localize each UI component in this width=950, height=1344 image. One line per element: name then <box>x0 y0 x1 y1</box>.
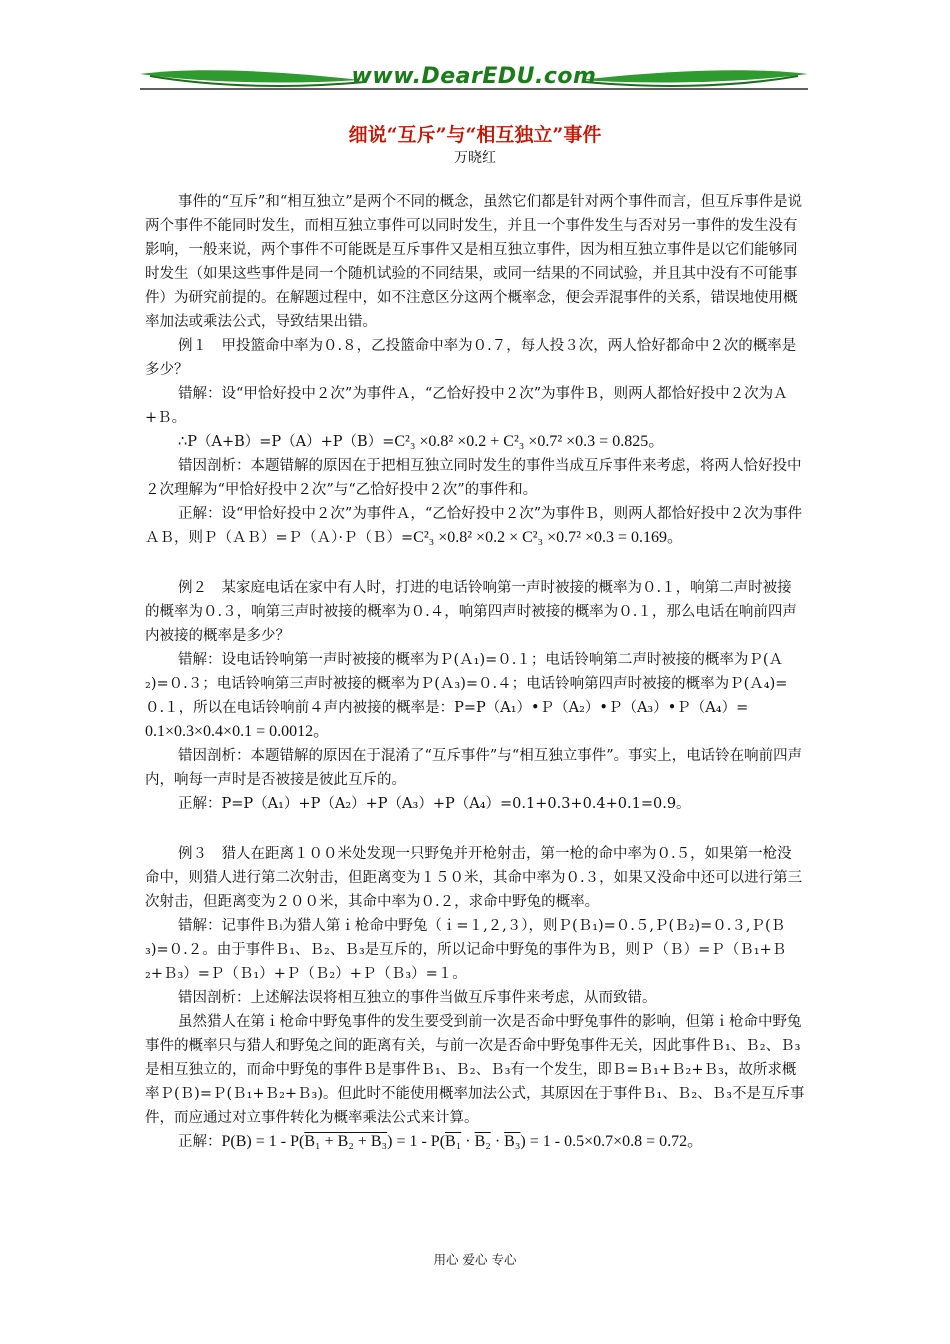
formula-part: · <box>461 1133 475 1150</box>
article-title: 细说“互斥”与“相互独立”事件 <box>348 124 602 146</box>
page-footer: 用心 爱心 专心 <box>433 1252 517 1267</box>
complement-term: B₃ <box>504 1133 521 1150</box>
formula: C²₃ ×0.8² ×0.2 × C²₃ ×0.7² ×0.3 = 0.169。 <box>413 529 684 546</box>
formula: C²₃ ×0.8² ×0.2 + C²₃ ×0.7² ×0.3 = 0.825。 <box>394 433 665 450</box>
example2-question: 例２ 某家庭电话在家中有人时，打进的电话铃响第一声时被接的概率为０.１，响第二声时被接的概率为０.３，响第三声时被接的概率为０.４，响第四声时被接的概率为０.１，那么电话在响前四声内被接的概率是多少？ <box>145 580 797 644</box>
formula-part: · <box>490 1133 505 1150</box>
solution-text: 正解：设“甲恰好投中２次”为事件Ａ，“乙恰好投中２次”为事件Ｂ，则两人都恰好投中２次为事件ＡＢ，则Ｐ（ＡＢ）=Ｐ（Ａ）·Ｐ（Ｂ）= <box>145 506 803 546</box>
example3-analysis: 错因剖析：上述解法误将相互独立的事件当做互斥事件来考虑，从而致错。 <box>178 990 657 1006</box>
formula-part: ) = 1 - P( <box>387 1133 446 1150</box>
example3-analysis-detail: 虽然猎人在第ｉ枪命中野兔事件的发生要受到前一次是否命中野兔事件的影响，但第ｉ枪命中野兔事件的概率只与猎人和野兔之间的距离有关，与前一次是否命中野兔事件无关，因此事件Ｂ₁、Ｂ₂、Ｂ₃是相互独立的，而命中野兔的事件Ｂ是事件Ｂ₁、Ｂ₂、Ｂ₃有一个发生，即Ｂ=Ｂ₁+Ｂ₂+Ｂ₃，故所求概率Ｐ(Ｂ)=Ｐ(Ｂ₁+Ｂ₂+Ｂ₃)。但此时不能使用概率加法公式，其原因在于事件Ｂ₁、Ｂ₂、Ｂ₃不是互斥事件，而应通过对立事件转化为概率乘法公式来计算。 <box>145 1014 805 1126</box>
complement-term: B₂ <box>474 1133 491 1150</box>
example2-wrong-solution: 错解：设电话铃响第一声时被接的概率为Ｐ(Ａ₁)=０.１；电话铃响第二声时被接的概率为Ｐ(Ａ₂)=０.３；电话铃响第三声时被接的概率为Ｐ(Ａ₃)=０.４；电话铃响第四声时被接的概率为Ｐ(Ａ₄)=０.１，所以在电话铃响前４声内被接的概率是：P=P（A₁）•Ｐ（A₂）•Ｐ（A₃）•Ｐ（A₄）= <box>145 652 788 716</box>
formula-part: ) = 1 - 0.5×0.7×0.8 = 0.72。 <box>520 1133 704 1150</box>
example1-analysis: 错因剖析：本题错解的原因在于把相互独立同时发生的事件当成互斥事件来考虑，将两人恰好投中２次理解为“甲恰好投中２次”与“乙恰好投中２次”的事件和。 <box>145 458 802 498</box>
eq-prefix: ∴P（A+B）=P（A）+P（B）= <box>178 434 395 450</box>
example3-correct-solution <box>145 1130 805 1154</box>
example3-question: 例３ 猎人在距离１００米处发现一只野兔并开枪射击，第一枪的命中率为０.５，如果第一枪没命中，则猎人进行第二次射击，但距离变为１５０米，其命中率为０.３，如果又没命中还可以进行第三次射击，但距离变为２００米，其命中率为０.２，求命中野兔的概率。 <box>145 846 803 910</box>
example2-correct-solution: 正解：P=P（A₁）+P（A₂）+P（A₃）+P（A₄）=0.1+0.3+0.4+0.1=0.9。 <box>178 796 691 812</box>
intro-paragraph: 事件的“互斥”和“相互独立”是两个不同的概念，虽然它们都是针对两个事件而言，但互斥事件是说两个事件不能同时发生，而相互独立事件可以同时发生，并且一个事件发生与否对另一事件的发生没有影响，一般来说，两个事件不可能既是互斥事件又是相互独立事件，因为相互独立事件是以它们能够同时发生（如果这些事件是同一个随机试验的不同结果，或同一结果的不同试验，并且其中没有不可能事件）为研究前提的。在解题过程中，如不注意区分这两个概率念，便会弄混事件的关系，错误地使用概率加法或乘法公式，导致结果出错。 <box>145 194 803 330</box>
article-body <box>145 190 805 1154</box>
complement-term: B₁ + B₂ + B₃ <box>304 1133 388 1150</box>
formula: 0.1×0.3×0.4×0.1 = 0.0012。 <box>145 723 330 740</box>
example3-wrong-solution: 错解：记事件Ｂᵢ为猎人第ｉ枪命中野兔（ｉ=１,２,３），则Ｐ(Ｂ₁)=０.５,Ｐ(Ｂ₂)=０.３,Ｐ(Ｂ₃)=０.２。由于事件Ｂ₁、Ｂ₂、Ｂ₃是互斥的，所以记命中野兔的事件为Ｂ，则Ｐ（Ｂ）=Ｐ（Ｂ₁+Ｂ₂+Ｂ₃）=Ｐ（Ｂ₁）+Ｐ（Ｂ₂）+Ｐ（Ｂ₃）=１。 <box>145 918 787 982</box>
example1-correct-solution <box>145 502 805 550</box>
solution-label: 正解： <box>178 1134 222 1150</box>
site-url: www.DearEDU.com <box>351 64 597 89</box>
example1-wrong-solution: 错解：设“甲恰好投中２次”为事件Ａ，“乙恰好投中２次”为事件Ｂ，则两人都恰好投中２次为Ａ+Ｂ。 <box>145 386 788 426</box>
example2-analysis: 错因剖析：本题错解的原因在于混淆了“互斥事件”与“相互独立事件”。事实上，电话铃在响前四声内，响每一声时是否被接是彼此互斥的。 <box>145 748 803 788</box>
example2-wrong-equation <box>145 720 805 744</box>
complement-term: B₁ <box>445 1133 462 1150</box>
article-author: 万晓红 <box>454 150 496 166</box>
site-header <box>140 58 808 98</box>
example1-wrong-equation <box>145 430 805 454</box>
example1-question: 例１ 甲投篮命中率为０.８，乙投篮命中率为０.７，每人投３次，两人恰好都命中２次的概率是多少？ <box>145 338 797 378</box>
formula-part: P(B) = 1 - P( <box>221 1133 305 1150</box>
formula <box>222 1133 704 1150</box>
